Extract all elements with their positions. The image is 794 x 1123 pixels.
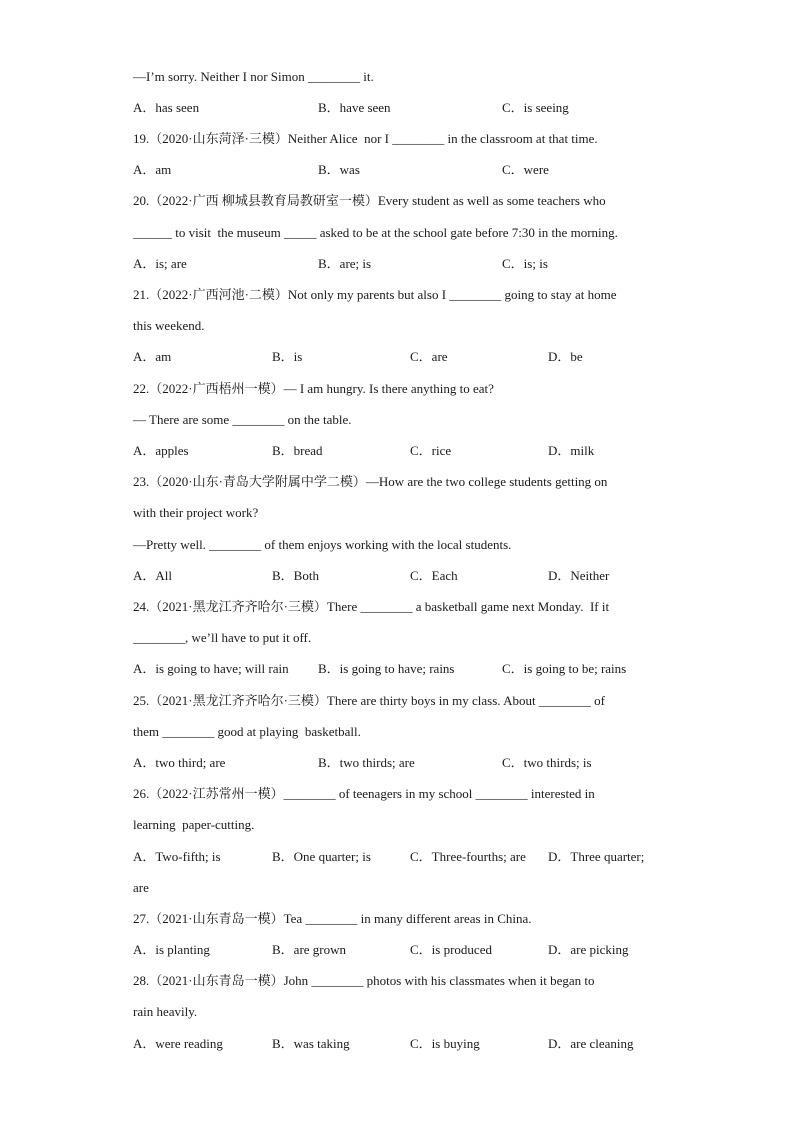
q23-option-d: D．Neither bbox=[548, 568, 610, 583]
q24-option-b: B．is going to have; rains bbox=[318, 661, 455, 676]
q28-stem: 28.（2021·山东青岛一模）John ________ photos with his classmates when it began to bbox=[133, 973, 595, 988]
q19-option-a: A．am bbox=[133, 162, 172, 177]
q27-stem: 27.（2021·山东青岛一模）Tea ________ in many different areas in China. bbox=[133, 911, 532, 926]
q25-option-b: B．two thirds; are bbox=[318, 755, 415, 770]
q24-stem-cont: ________, we’ll have to put it off. bbox=[133, 630, 312, 645]
q28-option-b: B．was taking bbox=[272, 1036, 350, 1051]
q22-option-b: B．bread bbox=[272, 443, 323, 458]
q23-stem-cont: with their project work? bbox=[133, 505, 259, 520]
q27-option-a: A．is planting bbox=[133, 942, 210, 957]
q22-option-c: C．rice bbox=[410, 443, 452, 458]
q24-option-c: C．is going to be; rains bbox=[502, 661, 627, 676]
q25-option-a: A．two third; are bbox=[133, 755, 226, 770]
q18-option-a: A．has seen bbox=[133, 100, 200, 115]
q20-stem-cont: ______ to visit the museum _____ asked to be at the school gate before 7:30 in the morning. bbox=[133, 225, 618, 240]
q20-stem: 20.（2022·广西 柳城县教育局教研室一模）Every student as well as some teachers who bbox=[133, 193, 606, 208]
q18-reply-line: —I’m sorry. Neither I nor Simon ________ it. bbox=[133, 69, 374, 84]
q20-option-a: A．is; are bbox=[133, 256, 187, 271]
q27-option-b: B．are grown bbox=[272, 942, 347, 957]
q22-stem: 22.（2022·广西梧州一模）— I am hungry. Is there anything to eat? bbox=[133, 381, 494, 396]
q20-option-b: B．are; is bbox=[318, 256, 372, 271]
q24-option-a: A．is going to have; will rain bbox=[133, 661, 289, 676]
q22-stem-cont: — There are some ________ on the table. bbox=[133, 412, 352, 427]
q26-option-d: D．Three quarter; bbox=[548, 849, 645, 864]
q26-option-a: A．Two-fifth; is bbox=[133, 849, 221, 864]
q24-stem: 24.（2021·黑龙江齐齐哈尔·三模）There ________ a basketball game next Monday. If it bbox=[133, 599, 610, 614]
q25-stem-cont: them ________ good at playing basketball. bbox=[133, 724, 361, 739]
q22-option-d: D．milk bbox=[548, 443, 595, 458]
q19-option-c: C．were bbox=[502, 162, 549, 177]
q19-stem: 19.（2020·山东菏泽·三模）Neither Alice nor I ________ in the classroom at that time. bbox=[133, 131, 598, 146]
q26-option-d-cont: are bbox=[133, 880, 149, 895]
q26-option-c: C．Three-fourths; are bbox=[410, 849, 526, 864]
q21-stem: 21.（2022·广西河池·二模）Not only my parents but also I ________ going to stay at home bbox=[133, 287, 617, 302]
q28-option-d: D．are cleaning bbox=[548, 1036, 634, 1051]
q21-option-d: D．be bbox=[548, 349, 583, 364]
q21-stem-cont: this weekend. bbox=[133, 318, 205, 333]
q27-option-c: C．is produced bbox=[410, 942, 492, 957]
q28-option-c: C．is buying bbox=[410, 1036, 480, 1051]
q27-option-d: D．are picking bbox=[548, 942, 629, 957]
q18-option-c: C．is seeing bbox=[502, 100, 569, 115]
q22-option-a: A．apples bbox=[133, 443, 189, 458]
q21-option-c: C．are bbox=[410, 349, 448, 364]
q26-option-b: B．One quarter; is bbox=[272, 849, 371, 864]
q23-reply-line: —Pretty well. ________ of them enjoys working with the local students. bbox=[133, 537, 512, 552]
q25-option-c: C．two thirds; is bbox=[502, 755, 592, 770]
q23-option-a: A．All bbox=[133, 568, 173, 583]
q26-stem-cont: learning paper-cutting. bbox=[133, 817, 255, 832]
q28-stem-cont: rain heavily. bbox=[133, 1004, 198, 1019]
q23-option-c: C．Each bbox=[410, 568, 458, 583]
q19-option-b: B．was bbox=[318, 162, 360, 177]
q25-stem: 25.（2021·黑龙江齐齐哈尔·三模）There are thirty boys in my class. About ________ of bbox=[133, 693, 605, 708]
q23-option-b: B．Both bbox=[272, 568, 319, 583]
q28-option-a: A．were reading bbox=[133, 1036, 223, 1051]
q21-option-b: B．is bbox=[272, 349, 303, 364]
q18-option-b: B．have seen bbox=[318, 100, 391, 115]
q26-stem: 26.（2022·江苏常州一模）________ of teenagers in my school ________ interested in bbox=[133, 786, 595, 801]
q23-stem: 23.（2020·山东·青岛大学附属中学二模）—How are the two college students getting on bbox=[133, 474, 608, 489]
q21-option-a: A．am bbox=[133, 349, 172, 364]
q20-option-c: C．is; is bbox=[502, 256, 548, 271]
